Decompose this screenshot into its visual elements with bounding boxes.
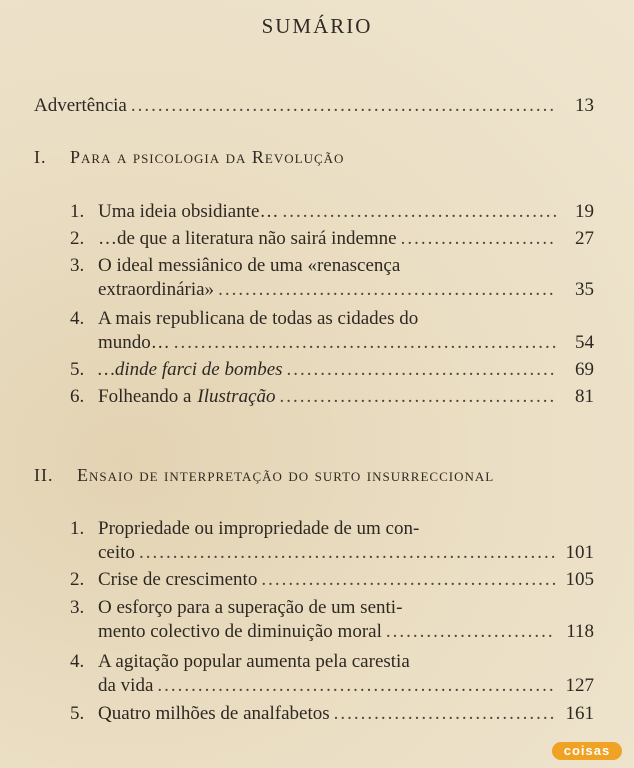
toc-entry-1-4 [70,307,594,355]
entry-label-continued: mundo… [98,332,170,353]
entry-label: Advertência [34,95,127,116]
entry-page: 19 [575,201,594,222]
leader-dots [261,568,556,592]
section-numeral: II. [34,465,54,485]
section-heading-1 [34,147,344,168]
toc-entry-2-1 [70,517,594,565]
toc-entry-1-1 [70,200,594,224]
entry-label: …dinde farci de bombes [98,359,283,380]
section-title: Ensaio de interpretação do surto insurreccional [77,465,495,485]
leader-dots [386,620,556,644]
entry-number: 3. [70,255,85,276]
leader-dots [218,278,556,302]
leader-dots [334,702,556,726]
leader-dots [282,200,556,224]
entry-label: O esforço para a superação de um senti- [98,597,403,618]
entry-page: 105 [565,569,594,590]
leader-dots [139,541,556,565]
toc-entry-1-3 [70,254,594,302]
section-heading-2 [34,465,494,486]
entry-label: …de que a literatura não sairá indemne [98,228,397,249]
toc-entry-2-2 [70,568,594,592]
entry-number: 1. [70,201,85,222]
entry-label-continued: da vida [98,675,154,696]
entry-label: Uma ideia obsidiante… [98,201,279,222]
entry-number: 5. [70,359,85,380]
entry-label: Propriedade ou impropriedade de um con- [98,518,420,539]
entry-label: Folheando a [98,386,192,407]
entry-page: 118 [566,621,594,642]
leader-dots [157,674,556,698]
toc-entry-2-4 [70,650,594,698]
entry-label: Crise de crescimento [98,569,258,590]
entry-label-continued: extraordinária» [98,279,215,300]
toc-entry-1-5 [70,358,594,382]
toc-entry-1-6 [70,385,594,409]
leader-dots [287,358,556,382]
entry-page: 101 [565,542,594,563]
toc-entry-2-3 [70,596,594,644]
entry-number: 2. [70,228,85,249]
entry-number: 4. [70,651,85,672]
entry-label: A mais republicana de todas as cidades do [98,308,419,329]
page-title: SUMÁRIO [261,14,373,38]
entry-page: 69 [575,359,594,380]
section-numeral: I. [34,147,47,167]
entry-page: 127 [565,675,594,696]
entry-number: 4. [70,308,85,329]
leader-dots [174,331,556,355]
entry-number: 2. [70,569,85,590]
entry-label-italic: Ilustração [197,386,276,407]
entry-page: 35 [575,279,594,300]
entry-page: 81 [575,386,594,407]
entry-number: 6. [70,386,85,407]
entry-label: Quatro milhões de analfabetos [98,703,330,724]
entry-label: A agitação popular aumenta pela carestia [98,651,410,672]
entry-label-continued: mento colectivo de diminuição moral [98,621,382,642]
watermark-badge: coisas [552,742,622,760]
toc-entry-2-5 [70,702,594,726]
leader-dots [280,385,556,409]
entry-label: O ideal messiânico de uma «renascença [98,255,401,276]
entry-page: 27 [575,228,594,249]
toc-entry-advertencia [34,94,594,118]
entry-label-continued: ceito [98,542,135,563]
entry-number: 1. [70,518,85,539]
entry-page: 161 [565,703,594,724]
leader-dots [401,227,556,251]
entry-number: 3. [70,597,85,618]
toc-entry-1-2 [70,227,594,251]
entry-number: 5. [70,703,85,724]
section-title: Para a psicologia da Revolução [70,147,345,167]
leader-dots [131,94,556,118]
entry-page: 13 [575,95,594,116]
entry-page: 54 [575,332,594,353]
